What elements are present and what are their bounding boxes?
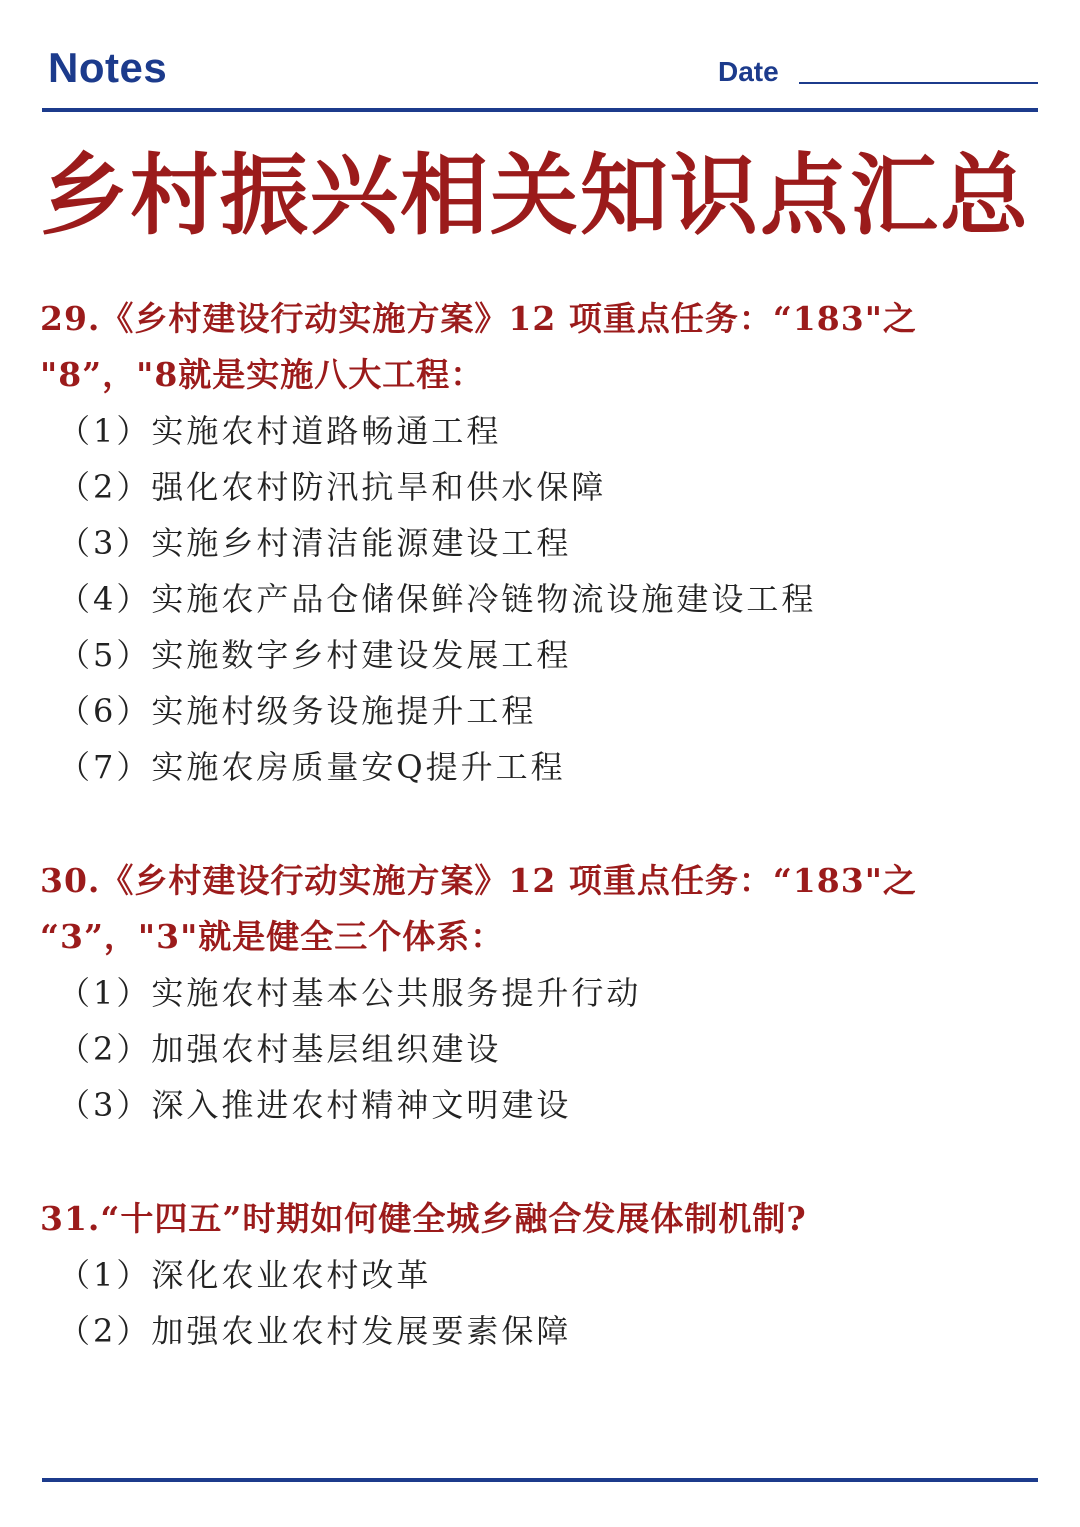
date-field-line [799,82,1038,84]
question-heading-line: “3”，"3"就是健全三个体系： [40,917,505,956]
list-item: （6）实施村级务设施提升工程 [58,692,537,730]
list-item: （3）深入推进农村精神文明建设 [58,1086,572,1124]
page-header [42,40,1038,110]
list-item: （2）加强农村基层组织建设 [58,1030,502,1068]
answer-list [40,1247,1040,1359]
section-31 [40,1191,1040,1359]
page-title: 乡村振兴相关知识点汇总 [40,143,1031,247]
footer-divider [42,1478,1038,1482]
list-item: （1）深化农业农村改革 [58,1256,432,1294]
list-item: （7）实施农房质量安Q提升工程 [58,748,566,786]
section-30 [40,853,1040,1133]
list-item: （1）实施农村基本公共服务提升行动 [58,974,642,1012]
section-29 [40,291,1040,795]
list-item: （3）实施乡村清洁能源建设工程 [58,524,572,562]
question-heading-line: 30.《乡村建设行动实施方案》12 项重点任务：“183"之 [40,861,917,900]
header-divider [42,108,1038,112]
list-item: （2）加强农业农村发展要素保障 [58,1312,572,1350]
list-item: （5）实施数字乡村建设发展工程 [58,636,572,674]
notes-label: Notes [48,44,168,91]
answer-list [40,403,1040,795]
question-heading-line: 29.《乡村建设行动实施方案》12 项重点任务：“183"之 [40,299,917,338]
question-heading-line: 31.“十四五”时期如何健全城乡融合发展体制机制? [40,1199,807,1238]
date-label: Date [718,56,779,87]
question-heading-line: "8”，"8就是实施八大工程： [40,355,485,394]
list-item: （2）强化农村防汛抗旱和供水保障 [58,468,607,506]
list-item: （1）实施农村道路畅通工程 [58,412,502,450]
answer-list [40,965,1040,1133]
list-item: （4）实施农产品仓储保鲜冷链物流设施建设工程 [58,580,817,618]
